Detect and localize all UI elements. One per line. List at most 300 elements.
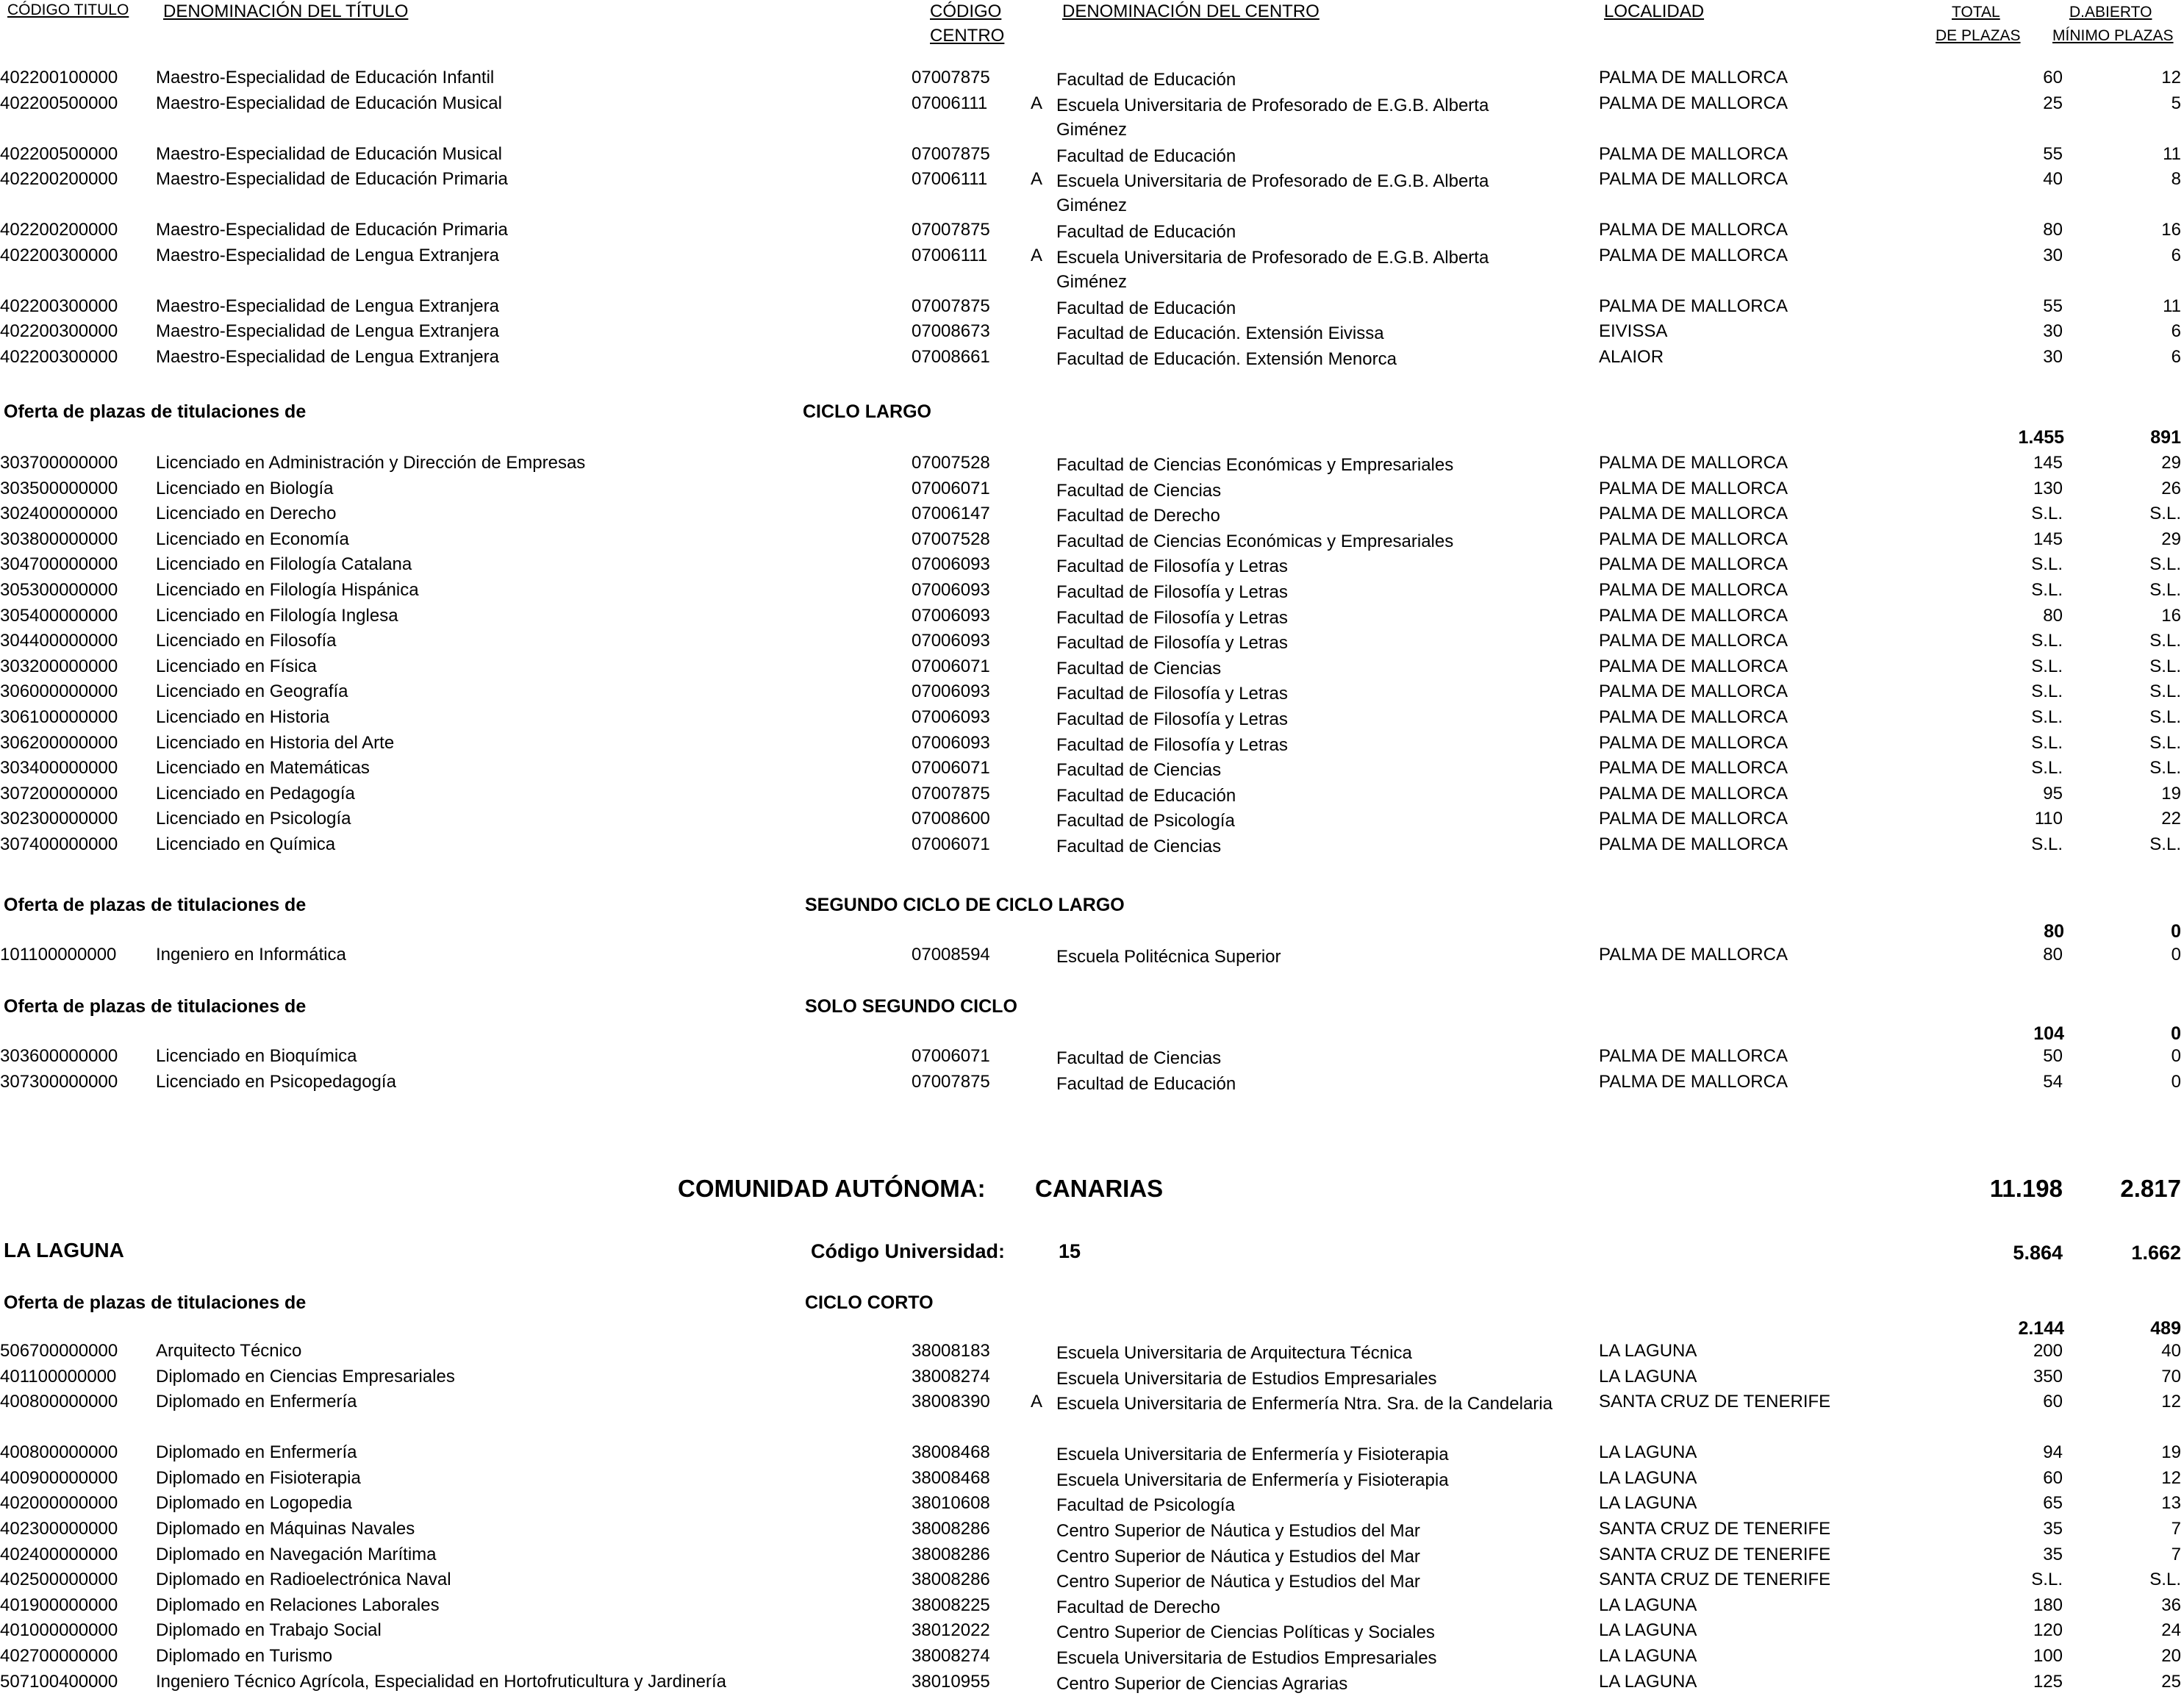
minimo-plazas: 25 <box>2161 1671 2181 1692</box>
center-code: 07006111 <box>912 169 988 190</box>
total-plazas: 80 <box>2043 945 2063 965</box>
header-minimo-plazas: MÍNIMO PLAZAS <box>2052 27 2174 44</box>
total-plazas: 125 <box>2033 1671 2063 1692</box>
center-code: 38008286 <box>912 1570 990 1590</box>
table-block-la-laguna <box>0 1339 2184 1695</box>
locality: LA LAGUNA <box>1599 1645 1697 1666</box>
center-name: Facultad de Ciencias Económicas y Empresariales <box>1056 455 1454 475</box>
locality: PALMA DE MALLORCA <box>1599 504 1788 524</box>
center-name: Facultad de Filosofía y Letras <box>1056 734 1288 755</box>
total-plazas: 350 <box>2033 1366 2063 1387</box>
center-name: Facultad de Educación <box>1056 146 1236 166</box>
center-code: 38008468 <box>912 1442 990 1463</box>
center-name: Facultad de Educación <box>1056 298 1236 318</box>
total-plazas: 25 <box>2043 93 2063 113</box>
minimo-plazas: 6 <box>2171 346 2181 367</box>
center-name: Escuela Universitaria de Estudios Empresariales <box>1056 1368 1437 1389</box>
locality: PALMA DE MALLORCA <box>1599 478 1788 498</box>
locality: PALMA DE MALLORCA <box>1599 68 1788 87</box>
title-name: Ingeniero en Informática <box>156 945 346 965</box>
minimo-plazas: 0 <box>2171 1046 2181 1066</box>
table-row <box>0 451 2184 477</box>
center-flag: A <box>1031 169 1043 190</box>
center-name: Facultad de Filosofía y Letras <box>1056 582 1288 602</box>
title-name: Diplomado en Relaciones Laborales <box>156 1595 440 1615</box>
table-row <box>0 680 2184 706</box>
title-code: 307200000000 <box>0 783 118 804</box>
title-code: 306100000000 <box>0 706 118 727</box>
center-name: Escuela Universitaria de Enfermería Ntra. Sra. de la Candelaria <box>1056 1394 1553 1414</box>
locality: ALAIOR <box>1599 346 1664 367</box>
total-plazas: 55 <box>2043 143 2063 164</box>
locality: SANTA CRUZ DE TENERIFE <box>1599 1518 1831 1539</box>
total-plazas: S.L. <box>2031 1570 2063 1590</box>
section-ciclo-corto: CICLO CORTO <box>805 1292 934 1313</box>
title-code: 402200300000 <box>0 346 118 367</box>
center-code: 38008390 <box>912 1392 990 1412</box>
table-row <box>0 1517 2184 1543</box>
title-code: 101100000000 <box>0 945 117 965</box>
title-name: Diplomado en Enfermería <box>156 1392 357 1412</box>
title-name: Maestro-Especialidad de Educación Primaria <box>156 220 508 240</box>
center-name: Facultad de Psicología <box>1056 811 1235 831</box>
center-code: 38008286 <box>912 1544 990 1564</box>
total-plazas: 94 <box>2043 1442 2063 1463</box>
table-row <box>0 244 2184 295</box>
minimo-plazas: 11 <box>2163 143 2181 164</box>
total-plazas: 110 <box>2034 809 2063 829</box>
table-row <box>0 1441 2184 1467</box>
minimo-plazas: 12 <box>2161 1392 2181 1412</box>
center-code: 38008225 <box>912 1595 990 1615</box>
title-name: Diplomado en Turismo <box>156 1645 333 1666</box>
title-name: Licenciado en Filosofía <box>156 631 337 651</box>
comunidad-label: COMUNIDAD AUTÓNOMA: <box>678 1175 986 1202</box>
title-name: Licenciado en Filología Catalana <box>156 554 412 575</box>
center-name: Centro Superior de Ciencias Agrarias <box>1056 1673 1348 1694</box>
title-name: Diplomado en Fisioterapia <box>156 1467 361 1488</box>
total-plazas: 50 <box>2043 1046 2063 1066</box>
title-code: 306000000000 <box>0 681 118 702</box>
center-name: Facultad de Filosofía y Letras <box>1056 633 1288 654</box>
header-centro: CENTRO <box>930 26 1005 46</box>
comunidad-min: 2.817 <box>2120 1175 2181 1202</box>
title-name: Licenciado en Filología Inglesa <box>156 605 398 626</box>
minimo-plazas: 22 <box>2161 809 2181 829</box>
locality: PALMA DE MALLORCA <box>1599 656 1788 676</box>
minimo-plazas: 29 <box>2161 453 2181 473</box>
minimo-plazas: S.L. <box>2149 706 2181 727</box>
title-name: Licenciado en Historia <box>156 706 330 727</box>
section-solo-segundo: SOLO SEGUNDO CICLO <box>805 996 1017 1017</box>
title-code: 303600000000 <box>0 1046 118 1066</box>
table-row <box>0 655 2184 681</box>
center-name: Facultad de Psicología <box>1056 1495 1235 1516</box>
minimo-plazas: S.L. <box>2149 554 2181 575</box>
minimo-plazas: 40 <box>2161 1341 2181 1361</box>
center-code: 07007875 <box>912 783 990 804</box>
table-row <box>0 833 2184 859</box>
table-row <box>0 943 2184 969</box>
total-plazas: 95 <box>2043 783 2063 804</box>
section-offer-label: Oferta de plazas de titulaciones de <box>4 401 307 422</box>
total-plazas: S.L. <box>2031 554 2063 575</box>
center-name: Facultad de Educación <box>1056 222 1236 243</box>
minimo-plazas: S.L. <box>2149 681 2181 702</box>
total-plazas: 55 <box>2043 296 2063 316</box>
locality: SANTA CRUZ DE TENERIFE <box>1599 1570 1831 1590</box>
title-name: Licenciado en Química <box>156 834 336 854</box>
header-denominacion-centro: DENOMINACIÓN DEL CENTRO <box>1062 1 1320 21</box>
center-name: Facultad de Filosofía y Letras <box>1056 557 1288 577</box>
center-name: Escuela Universitaria de Estudios Empresariales <box>1056 1647 1437 1668</box>
locality: SANTA CRUZ DE TENERIFE <box>1599 1392 1831 1412</box>
center-name: Escuela Universitaria de Profesorado de E.G.B. Alberta Giménez <box>1056 247 1489 292</box>
center-code: 38008468 <box>912 1467 990 1488</box>
total-plazas: 65 <box>2043 1493 2063 1514</box>
minimo-plazas: 24 <box>2161 1620 2181 1641</box>
locality: LA LAGUNA <box>1599 1341 1697 1361</box>
center-code: 07006111 <box>912 93 988 113</box>
table-row <box>0 1467 2184 1492</box>
center-name: Facultad de Educación. Extensión Menorca <box>1056 348 1397 369</box>
center-name: Escuela Universitaria de Enfermería y Fisioterapia <box>1056 1445 1449 1465</box>
title-name: Licenciado en Economía <box>156 529 349 549</box>
center-flag: A <box>1031 1392 1043 1412</box>
minimo-plazas: 20 <box>2161 1645 2181 1666</box>
title-name: Maestro-Especialidad de Lengua Extranjera <box>156 245 499 265</box>
center-code: 07006093 <box>912 554 990 575</box>
minimo-plazas: S.L. <box>2149 1570 2181 1590</box>
title-name: Licenciado en Física <box>156 656 317 676</box>
locality: PALMA DE MALLORCA <box>1599 681 1788 702</box>
center-code: 07006071 <box>912 478 990 498</box>
section-offer-label-4: Oferta de plazas de titulaciones de <box>4 1292 307 1313</box>
table-row <box>0 66 2184 92</box>
locality: LA LAGUNA <box>1599 1595 1697 1615</box>
title-code: 305400000000 <box>0 605 118 626</box>
minimo-plazas: 16 <box>2161 220 2181 240</box>
table-row <box>0 477 2184 503</box>
table-row <box>0 1594 2184 1620</box>
minimo-plazas: S.L. <box>2149 758 2181 779</box>
title-code: 400900000000 <box>0 1467 118 1488</box>
table-row <box>0 579 2184 604</box>
center-name: Facultad de Ciencias <box>1056 658 1222 679</box>
minimo-plazas: 19 <box>2161 1442 2181 1463</box>
title-name: Licenciado en Biología <box>156 478 334 498</box>
center-code: 07008600 <box>912 809 990 829</box>
title-name: Licenciado en Geografía <box>156 681 348 702</box>
center-flag: A <box>1031 245 1043 265</box>
title-code: 303800000000 <box>0 529 118 549</box>
title-code: 402200200000 <box>0 169 118 190</box>
table-row <box>0 1543 2184 1569</box>
table-row <box>0 92 2184 143</box>
title-name: Diplomado en Trabajo Social <box>156 1620 382 1641</box>
table-row <box>0 782 2184 808</box>
center-code: 07007528 <box>912 453 990 473</box>
table-row <box>0 1645 2184 1670</box>
total-plazas: S.L. <box>2031 579 2063 600</box>
table-block-solo-segundo <box>0 1045 2184 1095</box>
header-abierto: D.ABIERTO <box>2069 4 2152 21</box>
title-name: Licenciado en Bioquímica <box>156 1046 357 1066</box>
total-plazas: 80 <box>2043 605 2063 626</box>
title-code: 402500000000 <box>0 1570 118 1590</box>
center-code: 07006093 <box>912 631 990 651</box>
minimo-plazas: 12 <box>2161 1467 2181 1488</box>
locality: LA LAGUNA <box>1599 1467 1697 1488</box>
minimo-plazas: S.L. <box>2149 732 2181 753</box>
section-ciclo-largo: CICLO LARGO <box>803 401 931 422</box>
center-code: 07006071 <box>912 834 990 854</box>
center-code: 38008274 <box>912 1645 990 1666</box>
minimo-plazas: 19 <box>2161 783 2181 804</box>
locality: PALMA DE MALLORCA <box>1599 554 1788 575</box>
title-name: Diplomado en Radioelectrónica Naval <box>156 1570 451 1590</box>
total-plazas: 145 <box>2033 529 2063 549</box>
center-name: Facultad de Ciencias <box>1056 836 1222 856</box>
total-plazas: S.L. <box>2031 758 2063 779</box>
center-name: Facultad de Educación <box>1056 70 1236 90</box>
total-plazas: 180 <box>2033 1595 2063 1615</box>
center-code: 38008286 <box>912 1518 990 1539</box>
total-plazas: S.L. <box>2031 681 2063 702</box>
center-code: 38008274 <box>912 1366 990 1387</box>
locality: PALMA DE MALLORCA <box>1599 296 1788 316</box>
center-code: 07006093 <box>912 579 990 600</box>
total-plazas: 30 <box>2043 245 2063 265</box>
title-name: Licenciado en Psicología <box>156 809 351 829</box>
locality: PALMA DE MALLORCA <box>1599 945 1788 965</box>
minimo-plazas: 12 <box>2161 68 2181 87</box>
header-codigo-titulo: CÓDIGO TITULO <box>7 1 129 18</box>
table-row <box>0 756 2184 782</box>
minimo-plazas: 6 <box>2171 245 2181 265</box>
title-code: 303200000000 <box>0 656 118 676</box>
minimo-plazas: 7 <box>2171 1518 2181 1539</box>
table-row <box>0 346 2184 371</box>
locality: PALMA DE MALLORCA <box>1599 783 1788 804</box>
minimo-plazas: 7 <box>2171 1544 2181 1564</box>
center-name: Escuela Universitaria de Profesorado de E.G.B. Alberta Giménez <box>1056 95 1489 140</box>
title-code: 303500000000 <box>0 478 118 498</box>
total-plazas: 35 <box>2043 1518 2063 1539</box>
center-name: Facultad de Derecho <box>1056 1597 1220 1617</box>
total-plazas: 60 <box>2043 68 2063 87</box>
table-row <box>0 1045 2184 1070</box>
title-code: 400800000000 <box>0 1442 118 1463</box>
table-row <box>0 1568 2184 1594</box>
center-code: 07006071 <box>912 758 990 779</box>
title-name: Maestro-Especialidad de Educación Primaria <box>156 169 508 190</box>
title-code: 400800000000 <box>0 1392 118 1412</box>
section-offer-label-2: Oferta de plazas de titulaciones de <box>4 895 307 915</box>
locality: PALMA DE MALLORCA <box>1599 245 1788 265</box>
table-row <box>0 168 2184 218</box>
center-code: 38010608 <box>912 1493 990 1514</box>
title-name: Arquitecto Técnico <box>156 1341 302 1361</box>
title-code: 303700000000 <box>0 453 118 473</box>
comunidad-total: 11.198 <box>1989 1175 2063 1202</box>
table-row <box>0 218 2184 244</box>
title-name: Licenciado en Historia del Arte <box>156 732 395 753</box>
locality: PALMA DE MALLORCA <box>1599 758 1788 779</box>
title-name: Maestro-Especialidad de Lengua Extranjera <box>156 346 499 367</box>
title-name: Licenciado en Psicopedagogía <box>156 1071 396 1092</box>
table-block-ciclo-corto-baleares <box>0 66 2184 371</box>
locality: SANTA CRUZ DE TENERIFE <box>1599 1544 1831 1564</box>
total-plazas: S.L. <box>2031 504 2063 524</box>
title-name: Diplomado en Enfermería <box>156 1442 357 1463</box>
center-name: Facultad de Filosofía y Letras <box>1056 684 1288 704</box>
locality: EIVISSA <box>1599 321 1668 342</box>
total-plazas: S.L. <box>2031 706 2063 727</box>
title-name: Maestro-Especialidad de Educación Musical <box>156 93 502 113</box>
table-block-segundo-ciclo <box>0 943 2184 969</box>
total-plazas: S.L. <box>2031 834 2063 854</box>
center-name: Facultad de Derecho <box>1056 506 1220 526</box>
title-code: 307300000000 <box>0 1071 118 1092</box>
section-offer-label-3: Oferta de plazas de titulaciones de <box>4 996 307 1017</box>
minimo-plazas: 6 <box>2171 321 2181 342</box>
minimo-plazas: 0 <box>2171 1071 2181 1092</box>
segundo-total: 80 <box>2044 921 2064 942</box>
table-row <box>0 553 2184 579</box>
center-name: Escuela Politécnica Superior <box>1056 947 1281 967</box>
title-code: 401100000000 <box>0 1366 117 1387</box>
center-name: Facultad de Ciencias <box>1056 480 1222 501</box>
corto-total: 2.144 <box>2018 1318 2064 1339</box>
minimo-plazas: S.L. <box>2149 834 2181 854</box>
minimo-plazas: S.L. <box>2149 579 2181 600</box>
center-name: Centro Superior de Náutica y Estudios del Mar <box>1056 1546 1420 1567</box>
center-code: 38012022 <box>912 1620 990 1641</box>
total-plazas: 120 <box>2033 1620 2063 1641</box>
title-code: 402700000000 <box>0 1645 118 1666</box>
center-code: 07007528 <box>912 529 990 549</box>
center-name: Facultad de Filosofía y Letras <box>1056 607 1288 628</box>
title-code: 401000000000 <box>0 1620 118 1641</box>
center-name: Centro Superior de Náutica y Estudios del Mar <box>1056 1520 1420 1541</box>
center-name: Facultad de Filosofía y Letras <box>1056 709 1288 729</box>
table-row <box>0 1365 2184 1391</box>
center-code: 07006093 <box>912 732 990 753</box>
locality: PALMA DE MALLORCA <box>1599 1046 1788 1066</box>
header-de-plazas: DE PLAZAS <box>1936 27 2021 44</box>
title-code: 402200300000 <box>0 245 118 265</box>
center-name: Escuela Universitaria de Enfermería y Fisioterapia <box>1056 1470 1449 1490</box>
title-code: 304700000000 <box>0 554 118 575</box>
table-row <box>0 320 2184 346</box>
minimo-plazas: 26 <box>2161 478 2181 498</box>
minimo-plazas: 16 <box>2161 605 2181 626</box>
locality: PALMA DE MALLORCA <box>1599 529 1788 549</box>
title-code: 401900000000 <box>0 1595 118 1615</box>
locality: LA LAGUNA <box>1599 1620 1697 1641</box>
table-row <box>0 731 2184 757</box>
locality: PALMA DE MALLORCA <box>1599 1071 1788 1092</box>
univ-total: 5.864 <box>2013 1242 2063 1264</box>
total-plazas: 200 <box>2033 1341 2063 1361</box>
section-segundo-ciclo: SEGUNDO CICLO DE CICLO LARGO <box>805 895 1125 915</box>
table-row <box>0 1390 2184 1441</box>
center-flag: A <box>1031 93 1043 113</box>
title-code: 402200500000 <box>0 143 118 164</box>
total-plazas: 54 <box>2043 1071 2063 1092</box>
total-plazas: 60 <box>2043 1467 2063 1488</box>
locality: PALMA DE MALLORCA <box>1599 706 1788 727</box>
total-plazas: 30 <box>2043 346 2063 367</box>
locality: PALMA DE MALLORCA <box>1599 143 1788 164</box>
title-name: Diplomado en Logopedia <box>156 1493 352 1514</box>
corto-min: 489 <box>2150 1318 2181 1339</box>
segundo-min: 0 <box>2171 921 2181 942</box>
center-code: 38008183 <box>912 1341 990 1361</box>
locality: LA LAGUNA <box>1599 1366 1697 1387</box>
minimo-plazas: 36 <box>2161 1595 2181 1615</box>
center-name: Facultad de Ciencias Económicas y Empresariales <box>1056 531 1454 551</box>
title-code: 402200500000 <box>0 93 118 113</box>
title-code: 402300000000 <box>0 1518 118 1539</box>
table-row <box>0 1339 2184 1365</box>
minimo-plazas: 11 <box>2163 296 2181 316</box>
title-name: Diplomado en Máquinas Navales <box>156 1518 415 1539</box>
center-code: 07008594 <box>912 945 990 965</box>
total-plazas: S.L. <box>2031 656 2063 676</box>
center-code: 07006093 <box>912 706 990 727</box>
locality: PALMA DE MALLORCA <box>1599 169 1788 190</box>
center-name: Facultad de Ciencias <box>1056 1048 1222 1068</box>
locality: PALMA DE MALLORCA <box>1599 453 1788 473</box>
center-code: 07007875 <box>912 296 990 316</box>
title-code: 306200000000 <box>0 732 118 753</box>
title-code: 302400000000 <box>0 504 118 524</box>
center-code: 07006111 <box>912 245 988 265</box>
title-code: 304400000000 <box>0 631 118 651</box>
title-code: 307400000000 <box>0 834 118 854</box>
table-row <box>0 528 2184 554</box>
univ-code-label: Código Universidad: <box>811 1240 1006 1262</box>
total-plazas: 30 <box>2043 321 2063 342</box>
total-plazas: S.L. <box>2031 732 2063 753</box>
center-code: 07006093 <box>912 605 990 626</box>
locality: PALMA DE MALLORCA <box>1599 809 1788 829</box>
title-code: 507100400000 <box>0 1671 118 1692</box>
univ-min: 1.662 <box>2131 1242 2181 1264</box>
title-name: Maestro-Especialidad de Educación Infantil <box>156 68 495 87</box>
table-row <box>0 1070 2184 1096</box>
title-code: 402200100000 <box>0 68 118 87</box>
center-code: 07006071 <box>912 1046 990 1066</box>
table-row <box>0 604 2184 630</box>
locality: PALMA DE MALLORCA <box>1599 605 1788 626</box>
minimo-plazas: 13 <box>2161 1493 2181 1514</box>
title-code: 302300000000 <box>0 809 118 829</box>
center-name: Facultad de Educación <box>1056 785 1236 806</box>
table-row <box>0 706 2184 731</box>
table-row <box>0 1619 2184 1645</box>
minimo-plazas: 5 <box>2171 93 2181 113</box>
ciclo-largo-min: 891 <box>2150 427 2181 448</box>
total-plazas: 35 <box>2043 1544 2063 1564</box>
table-row <box>0 502 2184 528</box>
table-row <box>0 295 2184 321</box>
center-code: 07006147 <box>912 504 990 524</box>
solo-total: 104 <box>2033 1023 2064 1044</box>
center-code: 07007875 <box>912 1071 990 1092</box>
